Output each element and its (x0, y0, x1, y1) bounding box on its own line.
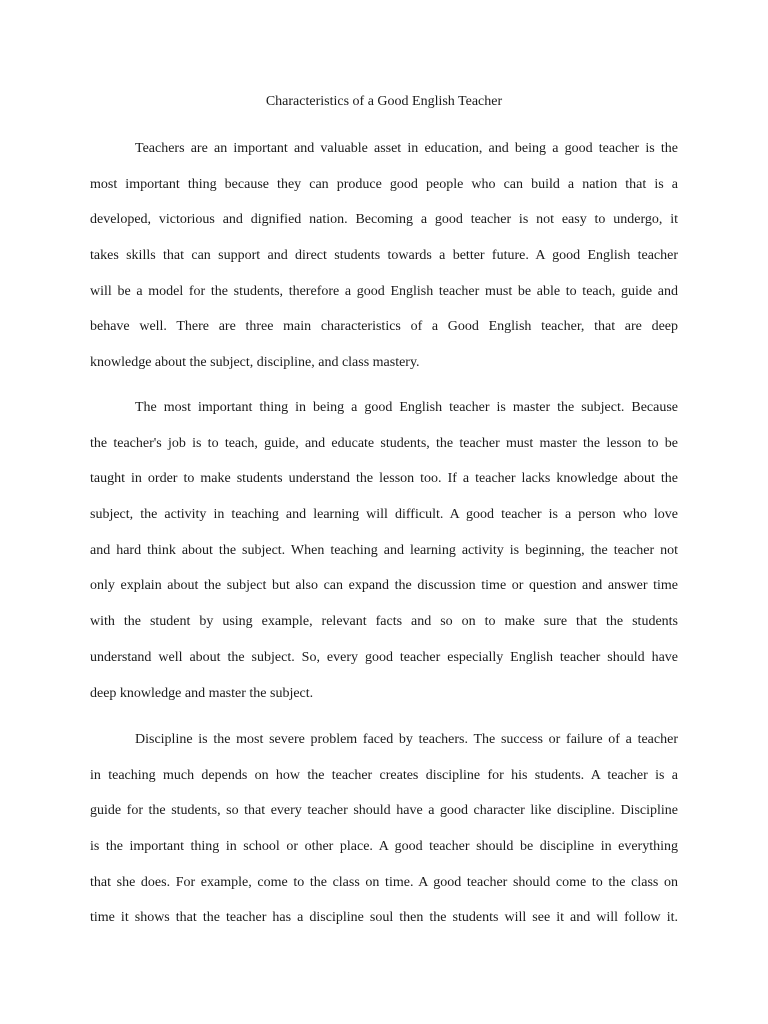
paragraph-3 (90, 730, 678, 944)
paragraph-line: will be a model for the students, therefore a good English teacher must be able to teach, guide and (90, 283, 678, 299)
paragraph-line: subject, the activity in teaching and learning will difficult. A good teacher is a person who love (90, 507, 678, 523)
paragraph-line: takes skills that can support and direct students towards a better future. A good English teacher (90, 248, 678, 264)
paragraph-line: knowledge about the subject, discipline, and class mastery. (90, 355, 420, 371)
paragraph-line: taught in order to make students understand the lesson too. If a teacher lacks knowledge about the (90, 471, 678, 487)
paragraph-line: in teaching much depends on how the teacher creates discipline for his students. A teacher is a (90, 767, 678, 783)
paragraph-line: behave well. There are three main characteristics of a Good English teacher, that are deep (90, 319, 678, 335)
paragraph-line: and hard think about the subject. When teaching and learning activity is beginning, the teacher not (90, 542, 678, 558)
paragraph-line: deep knowledge and master the subject. (90, 685, 314, 701)
paragraph-2 (90, 398, 678, 719)
document-title: Characteristics of a Good English Teacher (265, 94, 503, 109)
paragraph-line: guide for the students, so that every teacher should have a good character like discipline. Discipline (90, 803, 678, 819)
paragraph-1 (90, 139, 678, 389)
paragraph-line: The most important thing in being a good English teacher is master the subject. Because (135, 400, 678, 415)
paragraph-line: with the student by using example, relevant facts and so on to make sure that the students (90, 614, 678, 630)
paragraph-line: Teachers are an important and valuable asset in education, and being a good teacher is the (135, 141, 678, 156)
paragraph-line: only explain about the subject but also can expand the discussion time or question and answer time (90, 578, 678, 594)
paragraph-line: understand well about the subject. So, every good teacher especially English teacher should have (90, 649, 678, 665)
paragraph-line: time it shows that the teacher has a discipline soul then the students will see it and will follow it. (90, 910, 678, 926)
paragraph-line: developed, victorious and dignified nation. Becoming a good teacher is not easy to undergo, it (90, 212, 678, 228)
paragraph-line: Discipline is the most severe problem faced by teachers. The success or failure of a teacher (135, 732, 678, 747)
paragraph-line: the teacher's job is to teach, guide, and educate students, the teacher must master the lesson to be (90, 435, 678, 451)
paragraph-line: that she does. For example, come to the class on time. A good teacher should come to the class on (90, 874, 678, 890)
paragraph-line: is the important thing in school or other place. A good teacher should be discipline in everything (90, 839, 678, 855)
paragraph-line: most important thing because they can produce good people who can build a nation that is a (90, 176, 678, 192)
